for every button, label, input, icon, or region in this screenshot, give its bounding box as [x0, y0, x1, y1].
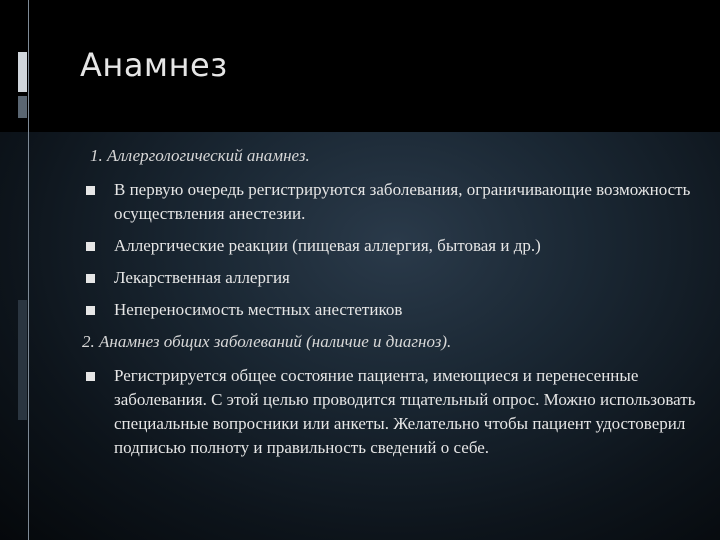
- square-bullet-icon: [86, 372, 95, 381]
- slide-title: Анамнез: [80, 46, 228, 84]
- section2-heading: 2. Анамнез общих заболеваний (наличие и диагноз).: [82, 332, 452, 351]
- square-bullet-icon: [86, 242, 95, 251]
- list-item: [86, 234, 696, 258]
- list-item-text: Аллергические реакции (пищевая аллергия, бытовая и др.): [114, 236, 541, 255]
- square-bullet-icon: [86, 186, 95, 195]
- decor-block-mid: [18, 96, 27, 118]
- section1-heading: 1. Аллергологический анамнез.: [90, 146, 310, 165]
- list-item-text: Лекарственная аллергия: [114, 268, 290, 287]
- square-bullet-icon: [86, 274, 95, 283]
- list-item: [86, 298, 696, 322]
- accent-line: [28, 0, 29, 540]
- list-item: [86, 266, 696, 290]
- slide-content: [82, 144, 696, 468]
- list-item-text: В первую очередь регистрируются заболевания, ограничивающие возможность осуществления анестезии.: [114, 180, 691, 223]
- list-item: [86, 178, 696, 226]
- list-item-text: Непереносимость местных анестетиков: [114, 300, 403, 319]
- decor-block-light: [18, 52, 27, 92]
- square-bullet-icon: [86, 306, 95, 315]
- list-item-text: Регистрируется общее состояние пациента, имеющиеся и перенесенные заболевания. С этой целью проводится тщательный опрос. Можно использовать специальные вопросники или анкеты. Желательно чтобы пациент удостоверил подписью полноту и правильность сведений о себе.: [114, 366, 696, 457]
- decor-block-dark: [18, 300, 27, 420]
- left-decor-bar: [0, 0, 28, 540]
- list-item: [86, 364, 696, 460]
